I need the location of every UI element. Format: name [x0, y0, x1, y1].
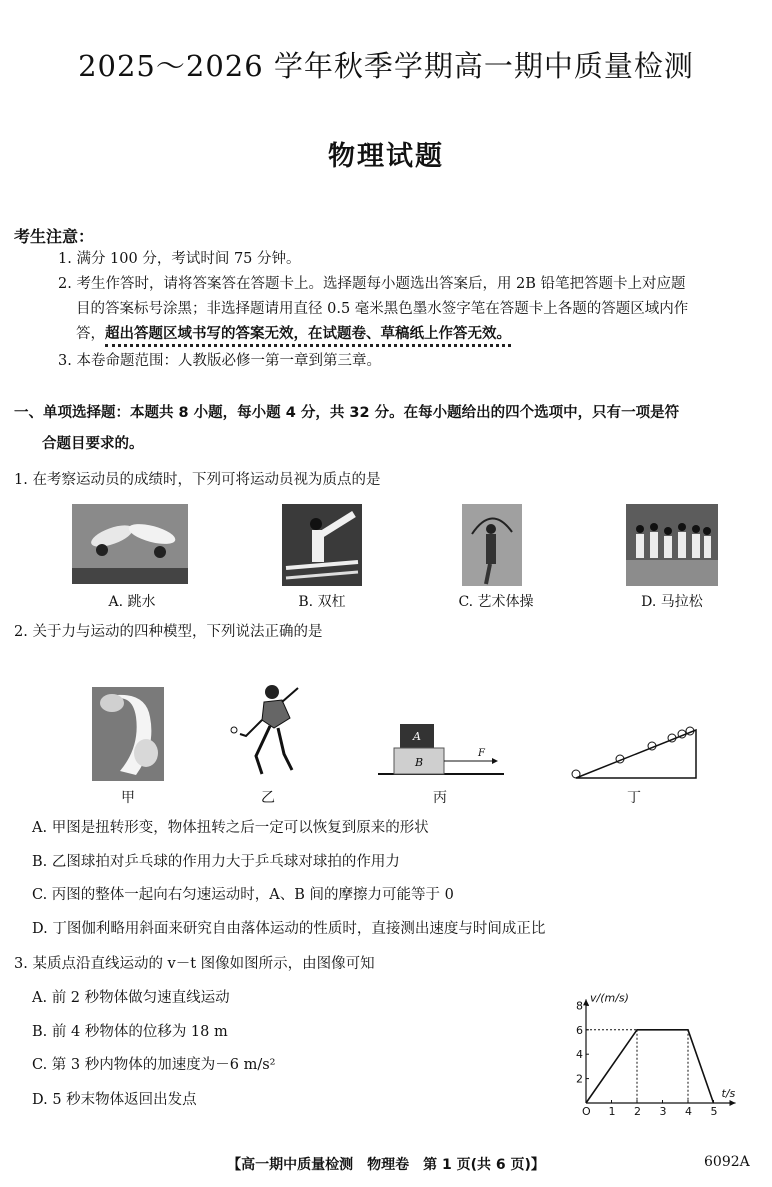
notice-item-2-line-1: 2. 考生作答时，请将答案答在答题卡上。选择题每小题选出答案后，用 2B 铅笔把答题卡上对应题 [58, 276, 686, 292]
q2-option-a: A. 甲图是扭转形变，物体扭转之后一定可以恢复到原来的形状 [32, 820, 429, 836]
section-1-heading-line-2: 合题目要求的。 [42, 436, 144, 452]
q1-option-b: B. 双杠 [298, 594, 346, 610]
q2-option-b: B. 乙图球拍对乒乓球的作用力大于乒乓球对球拍的作用力 [32, 854, 400, 870]
q3-option-b: B. 前 4 秒物体的位移为 18 m [32, 1024, 228, 1040]
q1-option-c: C. 艺术体操 [458, 594, 534, 610]
velocity-time-graph [558, 985, 770, 1115]
exam-title: 2025～2026 学年秋季学期高一期中质量检测 [78, 49, 694, 83]
y-tick-label-8: 8 [576, 999, 583, 1013]
q1-option-d: D. 马拉松 [641, 594, 703, 610]
figure-label-yi: 乙 [261, 790, 275, 806]
x-tick-label-O: O [582, 1105, 591, 1115]
exam-subtitle: 物理试题 [328, 141, 444, 172]
y-tick-label-2: 2 [576, 1072, 583, 1086]
page-footer: 【高一期中质量检测 物理卷 第 1 页(共 6 页)】 [227, 1157, 545, 1173]
question-3-stem: 3. 某质点沿直线运动的 v－t 图像如图所示，由图像可知 [14, 956, 375, 972]
q2-option-c: C. 丙图的整体一起向右匀速运动时，A、B 间的摩擦力可能等于 0 [32, 887, 454, 903]
q2-option-d: D. 丁图伽利略用斜面来研究自由落体运动的性质时，直接测出速度与时间成正比 [32, 921, 546, 937]
x-tick-label-2: 2 [634, 1105, 641, 1115]
parallel-bars-photo [282, 504, 362, 586]
paper-code: 6092A [704, 1154, 750, 1170]
y-axis-label: v/(m/s) [590, 991, 629, 1005]
notice-plain-text: 答， [76, 326, 105, 342]
figure-label-jia: 甲 [121, 790, 135, 806]
twisting-photo [92, 687, 164, 781]
notice-item-3: 3. 本卷命题范围：人教版必修一第一章到第三章。 [58, 353, 381, 369]
x-axis-label: t/s [721, 1087, 736, 1100]
y-tick-label-6: 6 [576, 1023, 583, 1037]
figure-label-ding: 丁 [627, 790, 641, 806]
block-b-label: B [415, 756, 424, 769]
rhythmic-gymnastics-photo [462, 504, 522, 586]
y-axis-arrow [583, 999, 589, 1005]
x-tick-label-5: 5 [710, 1105, 718, 1115]
notice-item-2-line-3 [76, 324, 511, 344]
notice-emphasis-text: 超出答题区域书写的答案无效，在试题卷、草稿纸上作答无效。 [105, 326, 511, 347]
stacked-blocks-figure [376, 718, 506, 782]
notice-heading: 考生注意： [14, 227, 95, 246]
question-2-stem: 2. 关于力与运动的四种模型，下列说法正确的是 [14, 624, 323, 640]
x-tick-label-1: 1 [608, 1105, 616, 1115]
q3-option-d: D. 5 秒末物体返回出发点 [32, 1092, 197, 1108]
velocity-line [586, 1030, 714, 1103]
notice-item-1: 1. 满分 100 分，考试时间 75 分钟。 [58, 251, 301, 267]
notice-item-2-line-2: 目的答案标号涂黑；非选择题请用直径 0.5 毫米黑色墨水签字笔在答题卡上各题的答题区域内作 [76, 301, 689, 317]
x-axis-arrow [730, 1100, 736, 1106]
figure-label-bing: 丙 [433, 790, 447, 806]
section-1-heading-line-1: 一、单项选择题：本题共 8 小题，每小题 4 分，共 32 分。在每小题给出的四个选项中，只有一项是符 [14, 405, 680, 421]
question-1-stem: 1. 在考察运动员的成绩时，下列可将运动员视为质点的是 [14, 472, 381, 488]
q3-option-a: A. 前 2 秒物体做匀速直线运动 [32, 990, 230, 1006]
q3-option-c: C. 第 3 秒内物体的加速度为－6 m/s² [32, 1057, 276, 1073]
y-tick-label-4: 4 [576, 1048, 583, 1062]
diving-photo [72, 504, 188, 584]
q1-option-a: A. 跳水 [108, 594, 156, 610]
force-f-label: F [478, 748, 485, 759]
marathon-photo [626, 504, 718, 586]
inclined-plane-figure [566, 724, 700, 784]
table-tennis-figure [226, 680, 306, 784]
x-tick-label-4: 4 [685, 1105, 692, 1115]
block-a-label: A [413, 730, 421, 743]
x-tick-label-3: 3 [659, 1105, 667, 1115]
